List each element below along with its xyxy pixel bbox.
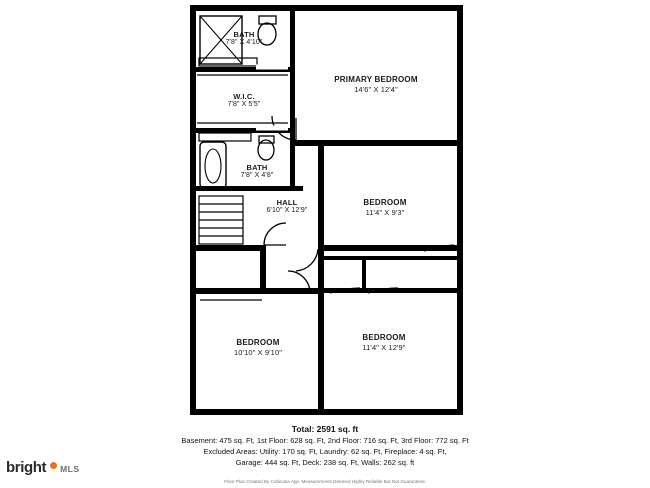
room-label-bath-upper: [226, 30, 263, 48]
room-label-primary-bedroom: [334, 75, 417, 94]
room-label-bath-lower: [241, 163, 274, 181]
disclaimer-text: Floor Plan Created By Cubicasa App. Measurements Deemed Highly Reliable But Not Guaranteed.: [224, 478, 426, 484]
bright-mls-logo: [6, 459, 80, 476]
room-dimension: 7'8" X 5'5": [227, 101, 261, 109]
room-name: BEDROOM: [362, 333, 406, 342]
room-dimension: 14'6" X 12'4": [354, 85, 398, 94]
room-name: HALL: [276, 198, 298, 207]
total-square-feet: Total: 2591 sq. ft: [291, 424, 359, 434]
room-name: PRIMARY BEDROOM: [334, 75, 418, 84]
logo-dot-icon: [50, 462, 57, 469]
room-name: BEDROOM: [363, 198, 407, 207]
room-name: W.I.C.: [233, 92, 255, 101]
room-label-hall: [267, 198, 308, 216]
room-dimension: 7'8" X 4'10": [225, 39, 263, 47]
room-label-bedroom-lower-left: [234, 338, 282, 357]
room-label-bedroom-lower-right: [362, 333, 405, 352]
room-name: BATH: [246, 163, 268, 172]
room-label-bedroom-upper-right: [363, 198, 406, 217]
room-dimension: 11'4" X 9'3": [365, 208, 405, 217]
floor-breakdown: Basement: 475 sq. Ft, 1st Floor: 628 sq. Ft, 2nd Floor: 716 sq. Ft, 3rd Floor: 772 sq. Ft: [181, 436, 469, 445]
floor-plan-summary: [0, 424, 650, 484]
logo-mls-text: MLS: [60, 463, 80, 474]
excluded-areas-line-2: Garage: 444 sq. Ft, Deck: 238 sq. Ft, Walls: 262 sq. ft: [235, 457, 415, 467]
room-dimension: 11'4" X 12'9": [362, 343, 406, 352]
room-name: BEDROOM: [236, 338, 280, 347]
room-dimension: 7'8" X 4'8": [240, 172, 274, 180]
room-dimension: 10'10" X 9'10": [234, 348, 282, 357]
logo-wordmark: bright: [6, 459, 47, 476]
excluded-areas-line-1: Excluded Areas: Utility: 170 sq. Ft, Laundry: 62 sq. Ft, Fireplace: 4 sq. Ft,: [203, 446, 447, 456]
room-label-walk-in-closet: [228, 92, 261, 110]
room-dimension: 6'10" X 12'9": [266, 207, 308, 215]
room-name: BATH: [233, 30, 255, 39]
